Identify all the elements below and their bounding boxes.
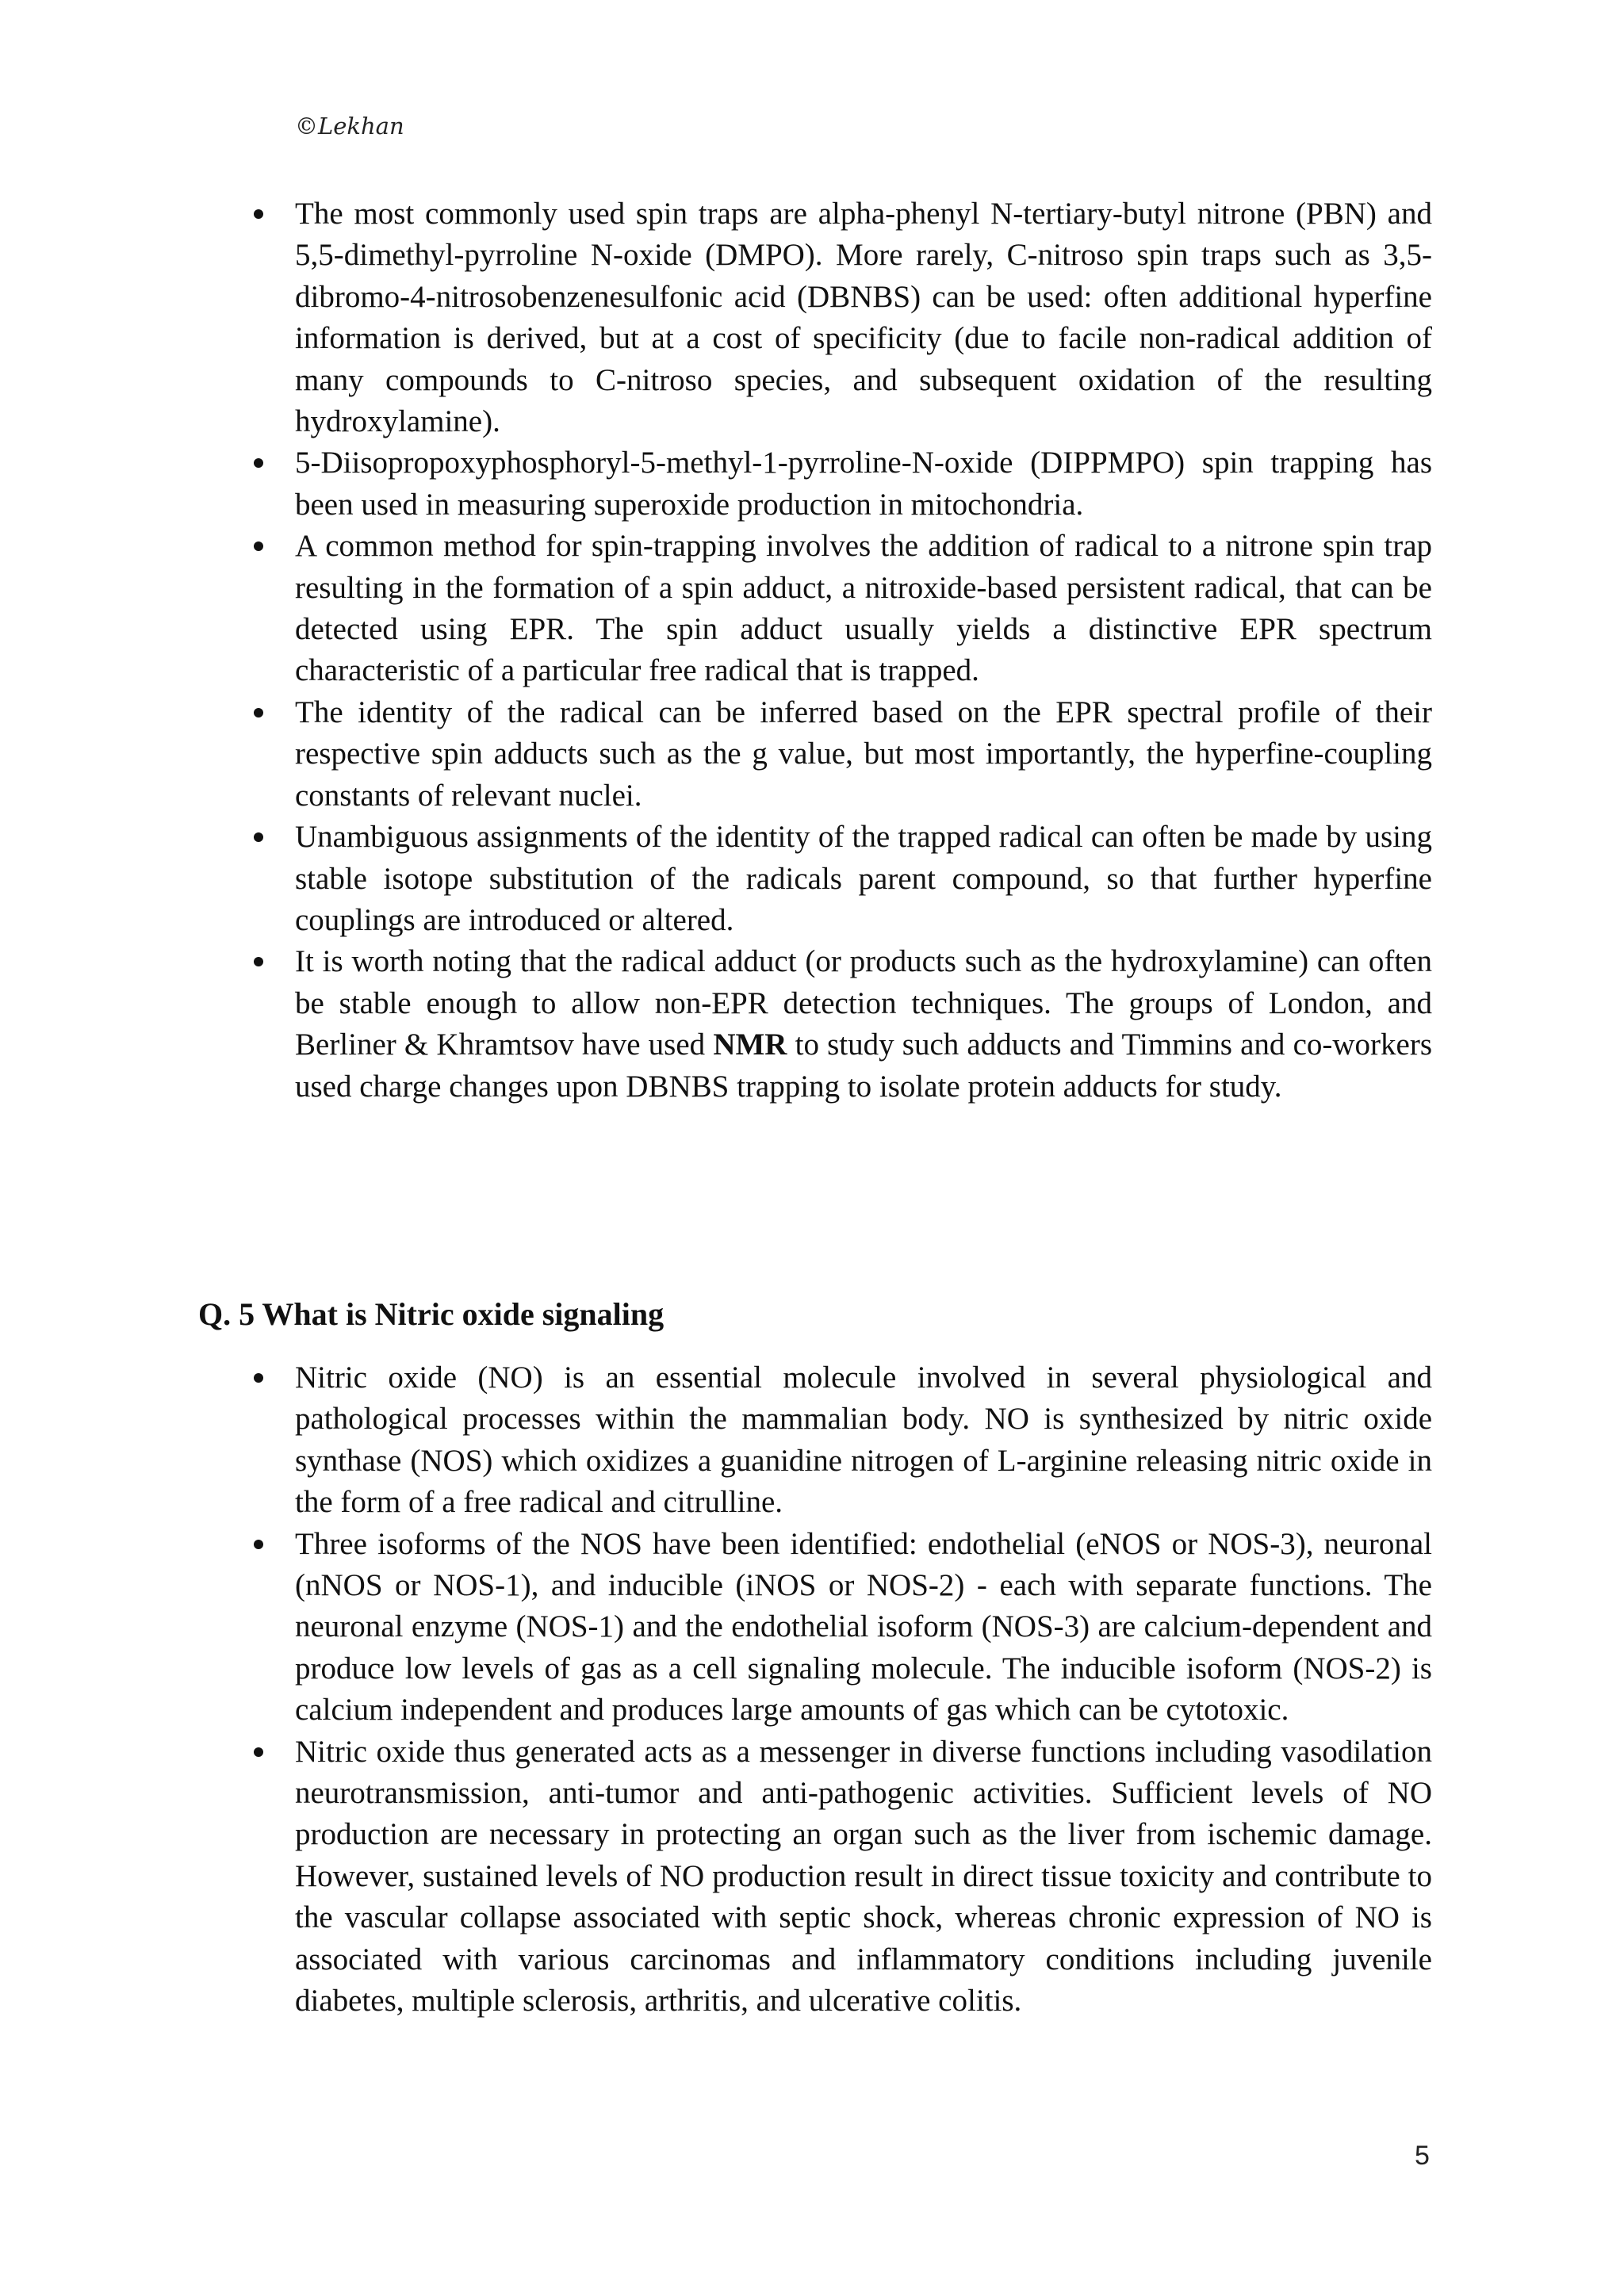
- bullet-icon: [254, 957, 263, 966]
- list-item-text-before: It is worth noting that the radical adduct (or products such as the hydroxylamine) can often be stable enough to allow non-EPR detection techniques. The groups of London, and Berliner & Khramtsov have used: [295, 944, 1432, 1062]
- list-item-text: Nitric oxide thus generated acts as a messenger in diverse functions including vasodilation neurotransmission, anti-tumor and anti-pathogenic activities. Sufficient levels of NO production are necessary in protecting an organ such as the liver from ischemic damage. However, sustained levels of NO production result in direct tissue toxicity and contribute to the vascular collapse associated with septic shock, whereas chronic expression of NO is associated with various carcinomas and inflammatory conditions including juvenile diabetes, multiple sclerosis, arthritis, and ulcerative colitis.: [295, 1734, 1432, 2019]
- list-item-text: The identity of the radical can be inferred based on the EPR spectral profile of their respective spin adducts such as the g value, but most importantly, the hyperfine-coupling constants of relevant nuclei.: [295, 695, 1432, 813]
- bullet-icon: [254, 1540, 263, 1549]
- copyright-header: ©Lekhan: [295, 113, 404, 140]
- bullet-icon: [254, 209, 263, 219]
- list-item-text: A common method for spin-trapping involves the addition of radical to a nitrone spin trap resulting in the formation of a spin adduct, a nitroxide-based persistent radical, that can be detected using EPR. The spin adduct usually yields a distinctive EPR spectrum characteristic of a particular free radical that is trapped.: [295, 529, 1432, 688]
- list-item: [295, 692, 1432, 817]
- nitric-oxide-bullet-list: [0, 1357, 1624, 2022]
- list-item-text: 5-Diisopropoxyphosphoryl-5-methyl-1-pyrroline-N-oxide (DIPPMPO) spin trapping has been used in measuring superoxide production in mitochondria.: [295, 446, 1432, 522]
- bullet-icon: [254, 1373, 263, 1383]
- bullet-icon: [254, 1747, 263, 1757]
- list-item: [295, 526, 1432, 692]
- page-number: 5: [1415, 2141, 1430, 2171]
- list-item-text: Three isoforms of the NOS have been identified: endothelial (eNOS or NOS-3), neuronal (nNOS or NOS-1), and inducible (iNOS or NOS-2) - each with separate functions. The neuronal enzyme (NOS-1) and the endothelial isoform (NOS-3) are calcium-dependent and produce low levels of gas as a cell signaling molecule. The inducible isoform (NOS-2) is calcium independent and produces large amounts of gas which can be cytotoxic.: [295, 1526, 1432, 1728]
- bullet-icon: [254, 708, 263, 718]
- list-item: [295, 817, 1432, 941]
- list-item-text: Nitric oxide (NO) is an essential molecule involved in several physiological and pathological processes within the mammalian body. NO is synthesized by nitric oxide synthase (NOS) which oxidizes a guanidine nitrogen of L-arginine releasing nitric oxide in the form of a free radical and citrulline.: [295, 1360, 1432, 1520]
- bullet-icon: [254, 458, 263, 468]
- list-item: [295, 941, 1432, 1108]
- question-heading: Q. 5 What is Nitric oxide signaling: [198, 1296, 665, 1332]
- list-item-text-after: to study such adducts and Timmins and co-workers used charge changes upon DBNBS trapping to isolate protein adducts for study.: [295, 1027, 1433, 1104]
- list-item: [295, 442, 1432, 526]
- list-item: [295, 193, 1432, 442]
- bullet-icon: [254, 541, 263, 551]
- list-item-bold-term: NMR: [713, 1027, 787, 1062]
- list-item: [295, 1357, 1432, 1524]
- spin-trap-bullet-list: [0, 193, 1624, 1108]
- list-item: [295, 1732, 1432, 2022]
- bullet-icon: [254, 832, 263, 842]
- list-item-text: The most commonly used spin traps are alpha-phenyl N-tertiary-butyl nitrone (PBN) and 5,5-dimethyl-pyrroline N-oxide (DMPO). More rarely, C-nitroso spin traps such as 3,5-dibromo-4-nitrosobenzenesulfonic acid (DBNBS) can be used: often additional hyperfine information is derived, but at a cost of specificity (due to facile non-radical addition of many compounds to C-nitroso species, and subsequent oxidation of the resulting hydroxylamine).: [295, 197, 1432, 439]
- list-item-text: Unambiguous assignments of the identity of the trapped radical can often be made by using stable isotope substitution of the radicals parent compound, so that further hyperfine couplings are introduced or altered.: [295, 820, 1432, 937]
- list-item: [295, 1524, 1432, 1732]
